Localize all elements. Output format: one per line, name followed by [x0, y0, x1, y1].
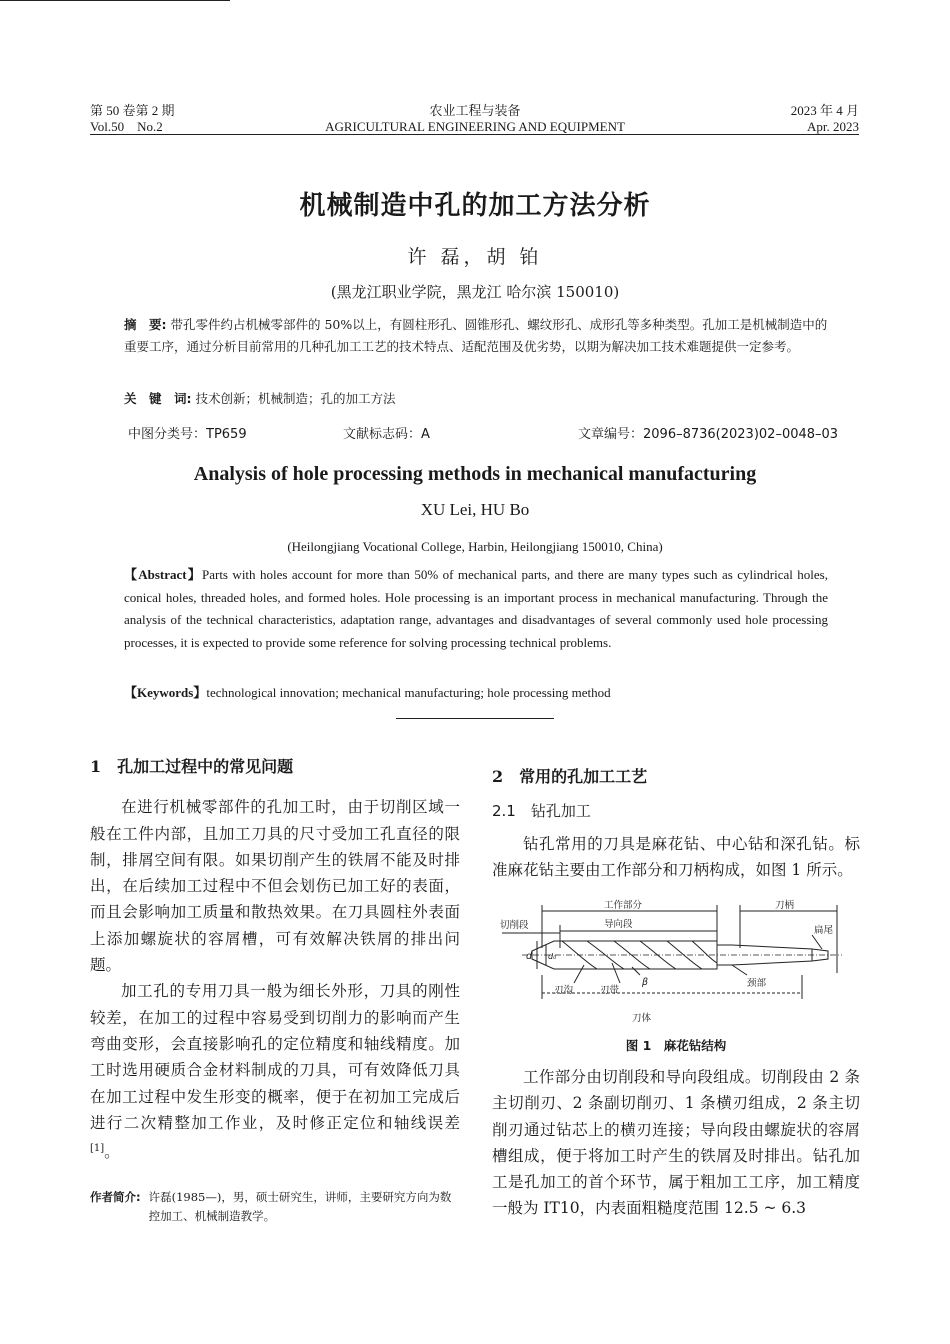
section-2-heading: 2 常用的孔加工工艺: [492, 767, 648, 786]
label-shank: 刀柄: [775, 900, 795, 911]
author-footnote: [90, 1188, 460, 1226]
section-2-paragraph-2: 工作部分由切削段和导向段组成。切削段由 2 条主切削刃、2 条副切削刃、1 条横刃组成，2 条主切削刃通过钻芯上的横刃连接；导向段由螺旋状的容屑槽组成，便于将加工时产生的铁屑及时排出。钻孔加工是孔加工的首个环节，属于粗加工工序，加工精度一般为 IT10，内表面粗糙度范围 12.5 ~ 6.3: [492, 1068, 860, 1218]
date-cn: 2023 年 4 月: [790, 103, 859, 118]
abstract-text: 带孔零件约占机械零部件的 50%以上，有圆柱形孔、圆锥形孔、螺纹形孔、成形孔等多种类型。孔加工是机械制造中的重要工序，通过分析目前常用的几种孔加工工艺的技术特点、适配范围及优劣势，以期为解决加工技术难题提供一定参考。: [124, 317, 828, 354]
journal-cn: 农业工程与装备: [429, 103, 521, 118]
section-1-heading: 1 孔加工过程中的常见问题: [90, 757, 294, 776]
clc-number: 中图分类号：TP659: [128, 427, 247, 442]
affiliation-cn: (黑龙江职业学院，黑龙江 哈尔滨 150010): [330, 283, 620, 301]
subsection-2-1-heading: 2.1 钻孔加工: [492, 802, 591, 821]
abstract-en: [124, 564, 828, 654]
footnote-rule: [0, 0, 230, 1]
affiliation-en: (Heilongjiang Vocational College, Harbin, Heilongjiang 150010, China): [287, 539, 663, 554]
label-land: 刃带: [600, 985, 620, 996]
volume-en: Vol.50 No.2: [90, 119, 163, 134]
document-code: 文献标志码：A: [343, 427, 430, 442]
label-flute: 刃沟: [554, 985, 574, 996]
left-column: [90, 754, 460, 1166]
abstract-label: 摘 要:: [124, 317, 167, 332]
volume-cn: 第 50 卷第 2 期: [90, 103, 175, 118]
section-1-paragraph-1: 在进行机械零部件的孔加工时，由于切削区域一般在工件内部，且加工刀具的尺寸受加工孔直径的限制，排屑空间有限。如果切削产生的铁屑不能及时排出，在后续加工过程中不但会划伤已加工好的表面，而且会影响加工质量和散热效果。在刀具圆柱外表面上添加螺旋状的容屑槽，可有效解决铁屑的排出问题。: [90, 798, 460, 975]
section-1-paragraph-2-text: 加工孔的专用刀具一般为细长外形，刀具的刚性较差，在加工的过程中容易受到切削力的影响而产生弯曲变形，会直接影响孔的定位精度和轴线精度。加工时选用硬质合金材料制成的刀具，可有效降低刀具在加工过程中发生形变的概率，便于在初加工完成后进行二次精整加工作业，及时修正定位和轴线误差: [90, 982, 460, 1132]
keywords-en-label: 【Keywords】: [124, 685, 207, 700]
title-en: Analysis of hole processing methods in mechanical manufacturing: [193, 463, 757, 485]
keywords-text: 技术创新；机械制造；孔的加工方法: [195, 391, 396, 406]
abstract-en-label: 【Abstract】: [124, 567, 202, 582]
date-en: Apr. 2023: [807, 119, 859, 134]
label-tang: 扁尾: [814, 925, 834, 936]
journal-en: AGRICULTURAL ENGINEERING AND EQUIPMENT: [325, 119, 625, 134]
figure-caption: 图 1 麻花钻结构: [625, 1038, 727, 1053]
label-body: 刀体: [632, 1013, 652, 1024]
section-2-paragraph-1: 钻孔常用的刀具是麻花钻、中心钻和深孔钻。标准麻花钻主要由工作部分和刀柄构成，如图 1 所示。: [492, 834, 860, 879]
header-rule: [90, 134, 859, 135]
authors-cn: 许 磊，胡 铂: [407, 246, 543, 268]
keywords-cn: [124, 389, 828, 407]
section-separator: [396, 718, 554, 719]
citation-ref: [1]: [90, 1143, 105, 1155]
label-d0: d₀: [548, 952, 557, 961]
keywords-label: 关 键 词:: [124, 391, 192, 406]
label-work-part: 工作部分: [604, 900, 643, 911]
right-column-bottom: [492, 1064, 860, 1222]
abstract-cn: [124, 314, 828, 358]
right-column-top: [492, 764, 860, 883]
footnote-label: 作者简介:: [90, 1190, 141, 1204]
keywords-en-text: technological innovation; mechanical manufacturing; hole processing method: [206, 685, 611, 700]
abstract-en-text: Parts with holes account for more than 50% of mechanical parts, and there are many types such as cylindrical holes, conical holes, threaded holes, and formed holes. Hole processing is an important process in mechanical manufacturing. Through the analysis of the technical characteristics, adaptation range, advantages and disadvantages of several commonly used hole processing processes, it is expected to provide some reference for solving processing technical problems.: [124, 567, 828, 650]
label-cutting-seg: 切削段: [500, 920, 529, 931]
footnote-text: 许磊(1985—)，男，硕士研究生，讲师，主要研究方向为数控加工、机械制造教学。: [148, 1190, 452, 1223]
label-guide-seg: 导向段: [604, 919, 633, 930]
section-1-paragraph-2-end: 。: [104, 1143, 120, 1162]
section-1-paragraph-2: [90, 978, 460, 1165]
label-neck: 颈部: [747, 978, 767, 989]
article-number: 文章编号：2096–8736(2023)02–0048–03: [578, 427, 839, 442]
authors-en: XU Lei, HU Bo: [420, 500, 530, 519]
keywords-en: [124, 682, 828, 701]
label-d: d: [526, 951, 533, 962]
page-title: 机械制造中孔的加工方法分析: [299, 191, 651, 221]
label-beta: β: [642, 977, 649, 988]
figure-twist-drill: [492, 893, 860, 1033]
